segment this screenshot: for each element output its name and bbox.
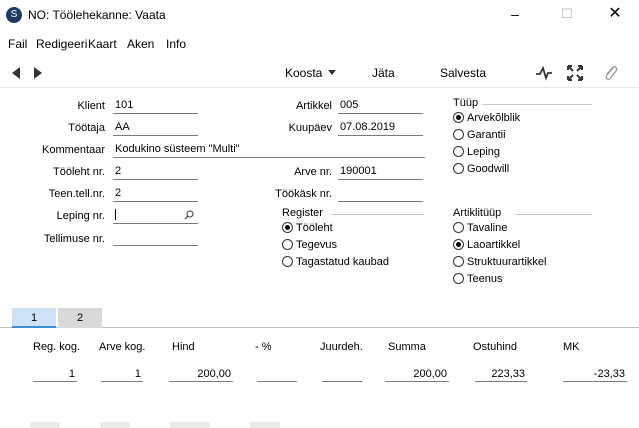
- arve-label: Arve nr.: [294, 166, 332, 178]
- leping-field[interactable]: [113, 209, 198, 224]
- artiklityyp-option-laoartikkel[interactable]: [453, 239, 520, 251]
- jata-button[interactable]: Jäta: [372, 66, 395, 80]
- expand-icon[interactable]: [566, 64, 584, 82]
- radio-icon: [453, 163, 464, 174]
- paperclip-icon[interactable]: [601, 64, 619, 82]
- artiklityyp-group-title: Artiklitüüp: [453, 207, 502, 219]
- col-header-mk: MK: [563, 341, 580, 353]
- artiklityyp-option-label: Teenus: [467, 273, 503, 285]
- tab-1[interactable]: 1: [12, 308, 56, 328]
- radio-icon: [453, 222, 464, 233]
- kuupaev-field[interactable]: 07.08.2019: [338, 121, 423, 136]
- title-bar: [0, 0, 639, 30]
- col-header-arve-kog: Arve kog.: [99, 341, 146, 353]
- col-header-reg-kog: Reg. kog.: [33, 341, 81, 353]
- tyyp-divider: [482, 104, 592, 105]
- tooleht-label: Tööleht nr.: [53, 166, 105, 178]
- radio-icon: [453, 129, 464, 140]
- menu-edit[interactable]: Redigeeri: [36, 37, 88, 51]
- koosta-button[interactable]: [285, 66, 336, 80]
- register-divider: [332, 214, 424, 215]
- menu-window[interactable]: Aken: [127, 37, 155, 51]
- artiklityyp-option-struktuurartikkel[interactable]: [453, 256, 546, 268]
- artiklityyp-option-label: Laoartikkel: [467, 239, 521, 251]
- salvesta-button[interactable]: Salvesta: [440, 66, 487, 80]
- leping-label: Leping nr.: [56, 210, 105, 222]
- cell-mk[interactable]: -23,33: [563, 368, 627, 382]
- tyyp-option-label: Garantii: [467, 129, 506, 141]
- artiklityyp-option-label: Tavaline: [467, 222, 508, 234]
- register-option-label: Tagastatud kaubad: [296, 256, 389, 268]
- radio-icon: [453, 273, 464, 284]
- chevron-down-icon: [328, 70, 336, 75]
- minimize-button[interactable]: –: [511, 6, 519, 22]
- cell-summa[interactable]: 200,00: [385, 368, 449, 382]
- radio-icon: [453, 146, 464, 157]
- artikkel-field[interactable]: 005: [338, 99, 423, 114]
- maximize-button[interactable]: ☐: [561, 6, 573, 21]
- app-logo-icon: S: [6, 7, 22, 23]
- col-header-juurdeh: Juurdeh.: [320, 341, 363, 353]
- register-option-tagastatud[interactable]: [282, 256, 389, 268]
- cell-hind[interactable]: 200,00: [169, 368, 233, 382]
- tookask-label: Töökäsk nr.: [275, 188, 332, 200]
- tyyp-group-title: Tüüp: [453, 97, 479, 109]
- previous-record-icon[interactable]: [12, 67, 20, 79]
- tooleht-field[interactable]: 2: [113, 165, 198, 180]
- tellimuse-field[interactable]: [113, 231, 198, 246]
- radio-selected-icon: [453, 239, 464, 250]
- tyyp-option-leping[interactable]: [453, 146, 500, 158]
- tyyp-option-arvekolblik[interactable]: [453, 112, 520, 124]
- radio-icon: [282, 239, 293, 250]
- tootaja-field[interactable]: AA: [113, 121, 198, 136]
- teen-tell-label: Teen.tell.nr.: [48, 188, 105, 200]
- klient-field[interactable]: 101: [113, 99, 198, 114]
- radio-selected-icon: [282, 222, 293, 233]
- teen-tell-field[interactable]: 2: [113, 187, 198, 202]
- artiklityyp-option-tavaline[interactable]: [453, 222, 507, 234]
- tyyp-option-label: Arvekõlblik: [467, 112, 521, 124]
- radio-icon: [282, 256, 293, 267]
- cell-reg-kog[interactable]: 1: [33, 368, 77, 382]
- artiklityyp-option-teenus[interactable]: [453, 273, 502, 285]
- tellimuse-label: Tellimuse nr.: [43, 233, 105, 245]
- register-group-title: Register: [282, 207, 323, 219]
- toolbar: [0, 58, 639, 88]
- kommentaar-label: Kommentaar: [42, 144, 105, 156]
- col-header-hind: Hind: [172, 341, 195, 353]
- next-record-icon[interactable]: [34, 67, 42, 79]
- activity-icon[interactable]: [535, 64, 553, 82]
- klient-label: Klient: [77, 100, 105, 112]
- radio-selected-icon: [453, 112, 464, 123]
- arve-field[interactable]: 190001: [338, 165, 423, 180]
- artiklityyp-option-label: Struktuurartikkel: [467, 256, 547, 268]
- menu-info[interactable]: Info: [166, 37, 187, 51]
- koosta-label: Koosta: [285, 66, 323, 80]
- tootaja-label: Töötaja: [68, 122, 105, 134]
- menu-bar: [0, 33, 639, 55]
- close-button[interactable]: ✕: [608, 5, 622, 22]
- radio-icon: [453, 256, 464, 267]
- tyyp-option-label: Leping: [467, 146, 501, 158]
- text-cursor: [115, 209, 116, 220]
- menu-card[interactable]: Kaart: [88, 37, 117, 51]
- window-title: NO: Töölehekanne: Vaata: [28, 8, 166, 22]
- cell-juurdeh[interactable]: [322, 368, 362, 382]
- kommentaar-field[interactable]: Kodukino süsteem "Multi": [113, 143, 425, 158]
- register-option-tegevus[interactable]: [282, 239, 337, 251]
- register-option-tooleht[interactable]: [282, 222, 333, 234]
- cell-discount[interactable]: [257, 368, 297, 382]
- tyyp-option-goodwill[interactable]: [453, 163, 509, 175]
- col-header-discount: - %: [255, 341, 272, 353]
- card-tabs: [0, 306, 639, 328]
- next-row-partial: [30, 422, 390, 428]
- search-icon[interactable]: [184, 210, 194, 220]
- tyyp-option-garantii[interactable]: [453, 129, 506, 141]
- kuupaev-label: Kuupäev: [288, 122, 332, 134]
- menu-file[interactable]: Fail: [8, 37, 28, 51]
- col-header-ostuhind: Ostuhind: [473, 341, 518, 353]
- tyyp-option-label: Goodwill: [467, 163, 510, 175]
- register-option-label: Tegevus: [296, 239, 337, 251]
- tab-2[interactable]: 2: [58, 308, 102, 328]
- col-header-summa: Summa: [388, 341, 426, 353]
- register-option-label: Tööleht: [296, 222, 333, 234]
- artiklityyp-divider: [516, 214, 592, 215]
- cell-ostuhind[interactable]: 223,33: [475, 368, 527, 382]
- artikkel-label: Artikkel: [295, 100, 332, 112]
- tookask-field[interactable]: [338, 187, 423, 202]
- cell-arve-kog[interactable]: 1: [101, 368, 143, 382]
